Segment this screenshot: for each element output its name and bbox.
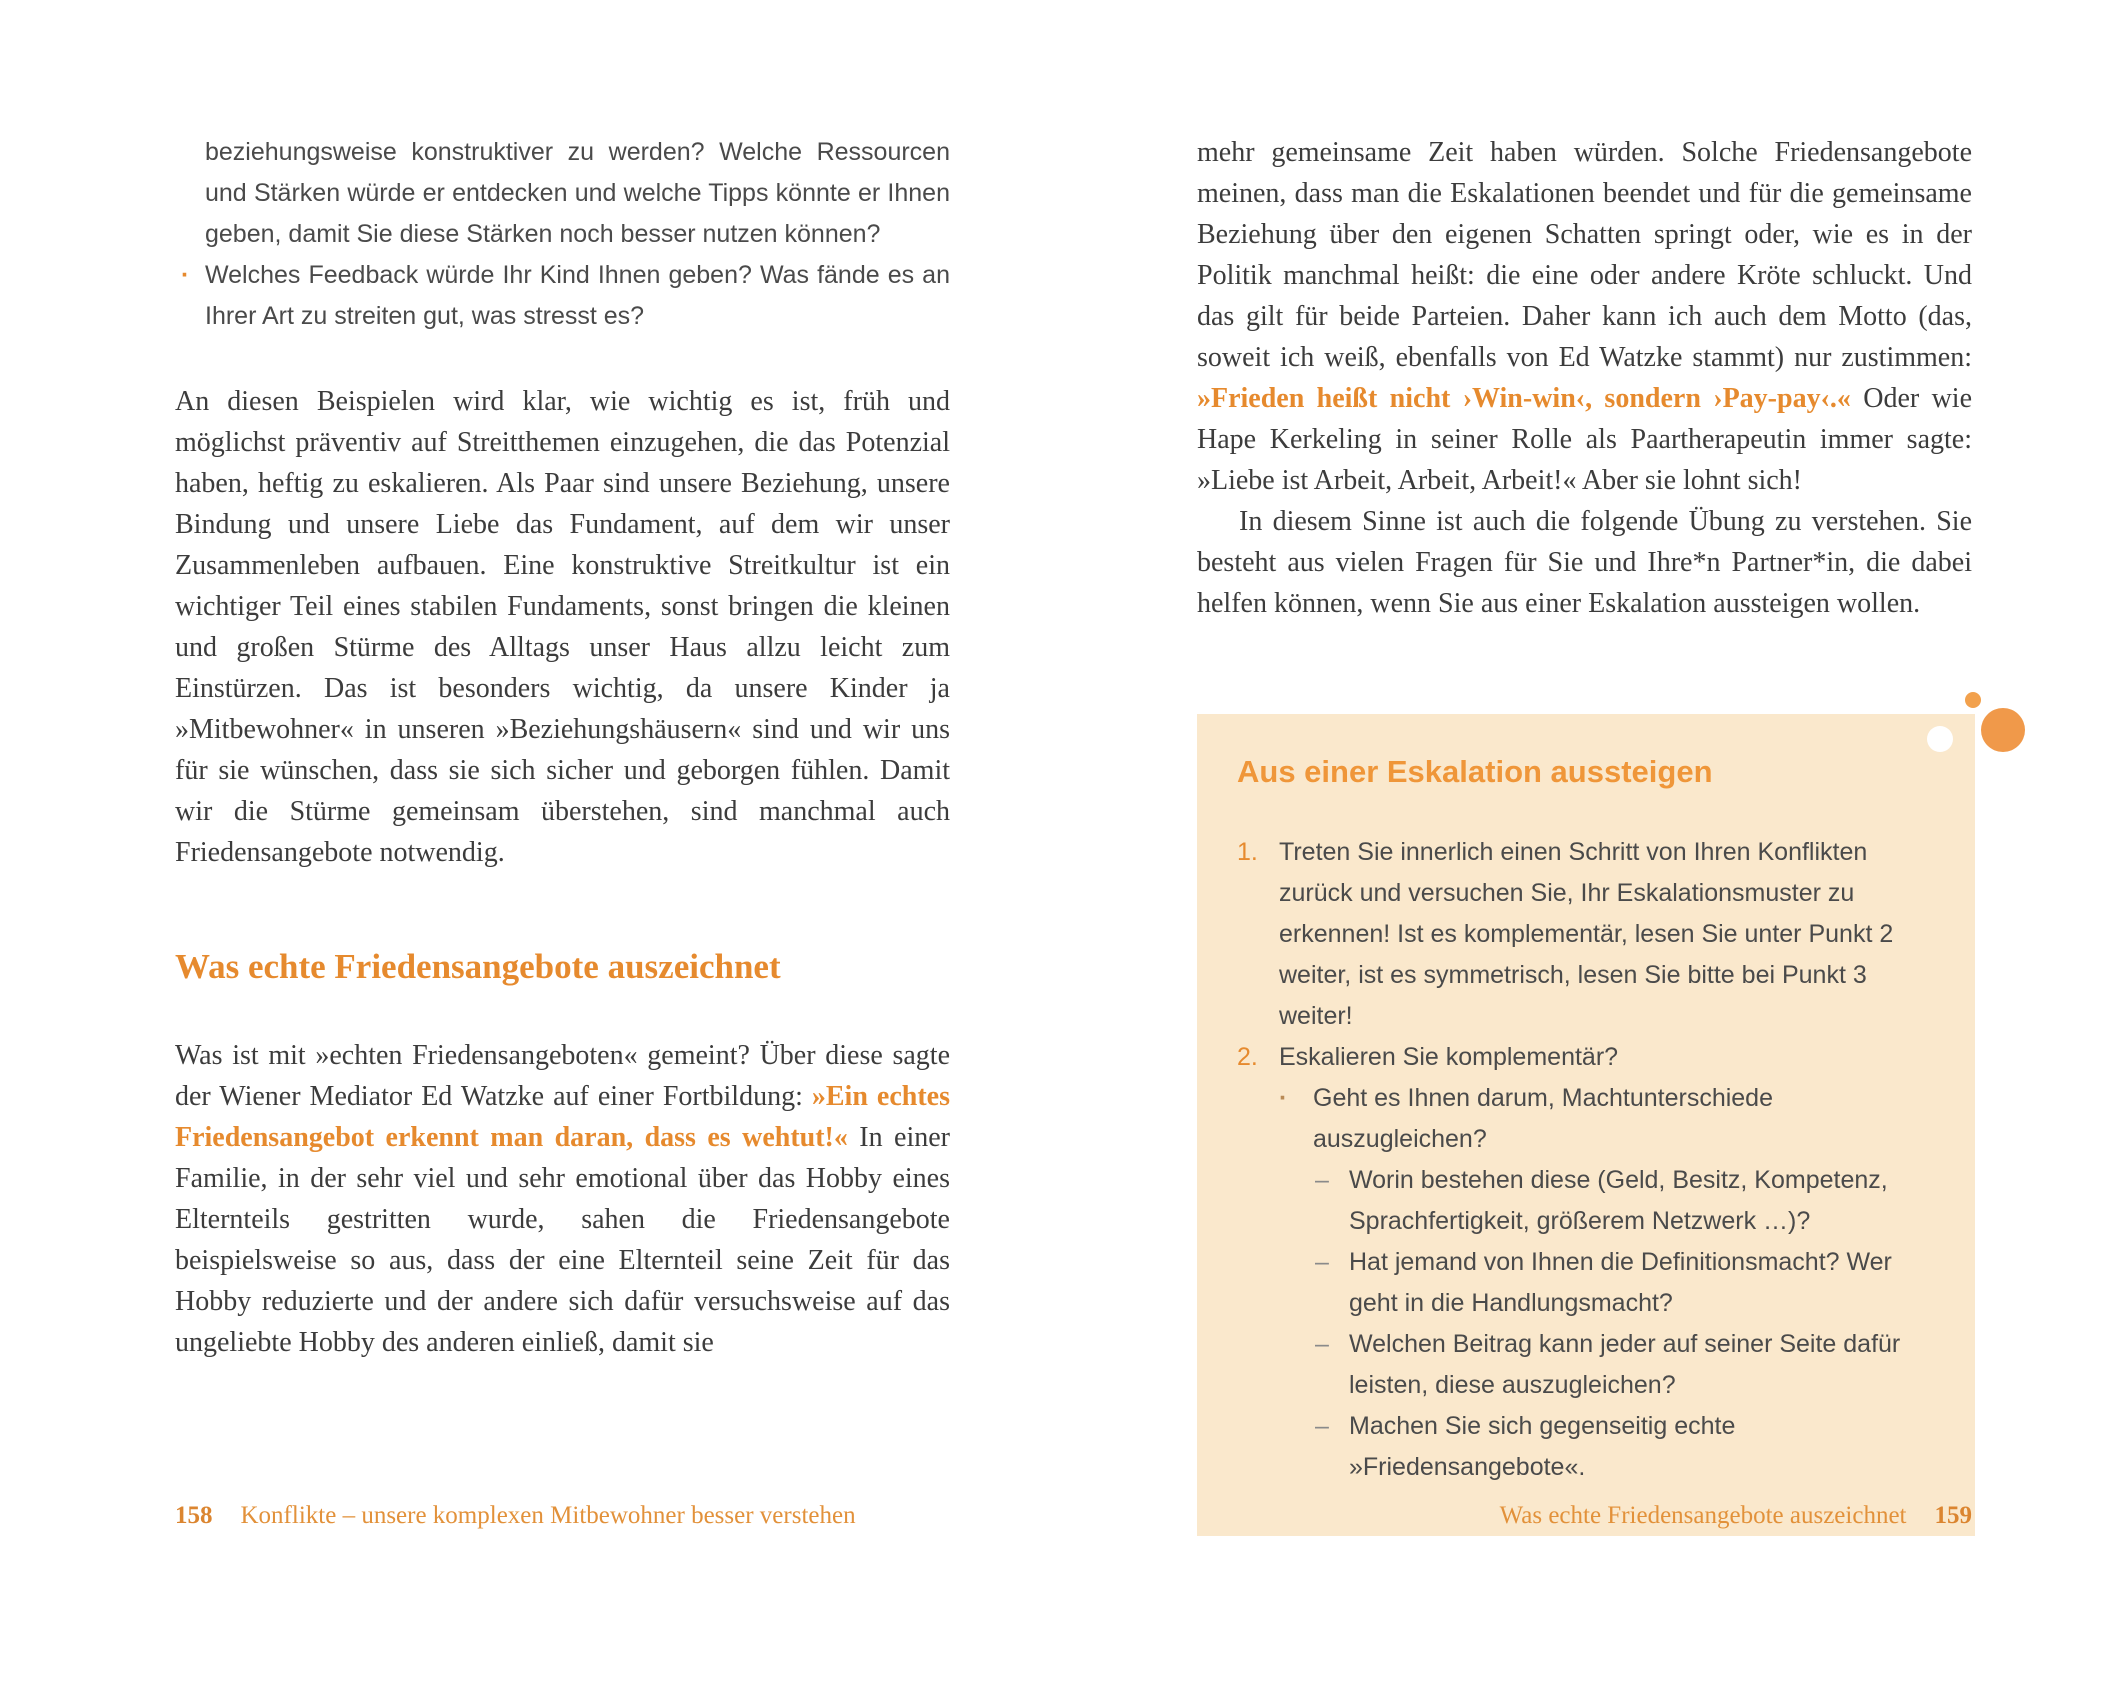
small-orange-dot-icon <box>1965 692 1981 708</box>
section-heading: Was echte Friedensangebote auszeichnet <box>175 947 781 986</box>
text-run: Oder wie Hape Kerkeling in seiner Rolle als Paartherapeutin immer sagte: »Liebe ist Arbeit, Arbeit, Arbeit!« Aber sie lohnt sich! <box>1197 383 1972 496</box>
running-title: Konflikte – unsere komplexen Mitbewohner besser verstehen <box>240 1502 856 1529</box>
text-run: In einer Familie, in der sehr viel und sehr emotional über das Hobby eines Elternteils gestritten wurde, sahen die Friedensangebote beispielsweise so aus, dass der eine Elternteil seine Zeit für das Hobby reduzierte und der andere sich dafür versuchsweise auf das ungeliebte Hobby des anderen einließ, damit sie <box>175 1122 950 1358</box>
box-title: Aus einer Eskalation aussteigen <box>1237 754 1713 789</box>
bullet-list <box>175 132 950 337</box>
running-title: Was echte Friedensangebote auszeichnet <box>1499 1502 1907 1529</box>
dash-item <box>1315 1160 1935 1242</box>
list-item-continuation <box>175 132 950 255</box>
dash-icon: – <box>1315 1248 1329 1276</box>
footer-left <box>175 1502 950 1530</box>
dash-icon: – <box>1315 1412 1329 1440</box>
white-dot-icon <box>1927 726 1953 752</box>
large-orange-dot-icon <box>1981 708 2025 752</box>
item-text: Welchen Beitrag kann jeder auf seiner Seite dafür leisten, diese auszugleichen? <box>1349 1330 1901 1399</box>
right-page-content <box>1197 132 1972 1536</box>
item-text: Treten Sie innerlich einen Schritt von Ihren Konflikten zurück und versuchen Sie, Ihr Eskalationsmuster zu erkennen! Ist es komplementär, lesen Sie unter Punkt 2 weiter, ist es symmetrisch, lesen Sie bitte bei Punkt 3 weiter! <box>1279 838 1894 1030</box>
left-page-content <box>175 132 950 1363</box>
numbered-item <box>1237 1037 1935 1078</box>
highlight-quote: »Frieden heißt nicht ›Win-win‹, sondern ›Pay-pay‹.« <box>1197 383 1851 414</box>
page-number: 158 <box>175 1502 213 1529</box>
paragraph: An diesen Beispielen wird klar, wie wichtig es ist, früh und möglichst präventiv auf Streitthemen einzugehen, die das Potenzial haben, heftig zu eskalieren. Als Paar sind unsere Beziehung, unsere Bindung und unsere Liebe das Fundament, auf dem wir unser Zusammenleben aufbauen. Eine konstruktive Streitkultur ist ein wichtiger Teil eines stabilen Fundaments, sonst bringen die kleinen und großen Stürme des Alltags unser Haus allzu leicht zum Einstürzen. Das ist besonders wichtig, da unsere Kinder ja »Mitbewohner« in unseren »Beziehungshäusern« sind und wir uns für sie wünschen, dass sie sich sicher und geborgen fühlen. Damit wir die Stürme gemeinsam überstehen, sind manchmal auch Friedensangebote notwendig. <box>175 386 950 868</box>
item-text: Eskalieren Sie komplementär? <box>1279 1043 1619 1071</box>
list-item-text: Welches Feedback würde Ihr Kind Ihnen geben? Was fände es an Ihrer Art zu streiten gut, was stresst es? <box>205 261 950 330</box>
dash-item <box>1315 1406 1935 1488</box>
numbered-item <box>1237 832 1935 1037</box>
text-run: Was ist mit »echten Friedensangeboten« gemeint? Über diese sagte der Wiener Mediator Ed Watzke auf einer Fortbildung: <box>175 1040 950 1112</box>
item-number: 2. <box>1237 1043 1258 1071</box>
list-item-text: beziehungsweise konstruktiver zu werden? Welche Ressourcen und Stärken würde er entdecken und welche Tipps könnte er Ihnen geben, damit Sie diese Stärken noch besser nutzen können? <box>205 138 950 248</box>
bullet-icon: · <box>181 261 190 289</box>
page-number: 159 <box>1934 1502 1972 1529</box>
decorative-dots <box>1885 674 2025 784</box>
dash-icon: – <box>1315 1166 1329 1194</box>
paragraph: In diesem Sinne ist auch die folgende Übung zu verstehen. Sie besteht aus vielen Fragen für Sie und Ihre*n Partner*in, die dabei helfen können, wenn Sie aus einer Eskalation aussteigen wollen. <box>1197 506 1972 619</box>
exercise-box <box>1197 714 1975 1536</box>
page-right <box>1063 0 2126 1693</box>
text-run: mehr gemeinsame Zeit haben würden. Solche Friedensangebote meinen, dass man die Eskalationen beendet und für die gemeinsame Beziehung über den eigenen Schatten springt oder, wie es in der Politik manchmal heißt: die eine oder andere Kröte schluckt. Und das gilt für beide Parteien. Daher kann ich auch dem Motto (das, soweit ich weiß, ebenfalls von Ed Watzke stammt) nur zustimmen: <box>1197 137 1972 373</box>
item-number: 1. <box>1237 838 1258 866</box>
paragraph <box>175 1035 950 1363</box>
dash-item <box>1315 1324 1935 1406</box>
item-text: Worin bestehen diese (Geld, Besitz, Kompetenz, Sprachfertigkeit, größerem Netzwerk …)? <box>1349 1166 1888 1235</box>
dash-item <box>1315 1242 1935 1324</box>
list-item <box>175 255 950 337</box>
item-text: Geht es Ihnen darum, Machtunterschiede auszugleichen? <box>1313 1084 1773 1153</box>
footer-right <box>1197 1502 1972 1530</box>
dash-icon: – <box>1315 1330 1329 1358</box>
item-text: Hat jemand von Ihnen die Definitionsmacht? Wer geht in die Handlungsmacht? <box>1349 1248 1892 1317</box>
sub-bullet-item <box>1279 1078 1935 1160</box>
item-text: Machen Sie sich gegenseitig echte »Friedensangebote«. <box>1349 1412 1736 1481</box>
bullet-icon: · <box>1279 1084 1288 1112</box>
highlight-quote: »Ein echtes Friedensangebot erkennt man daran, dass es wehtut!« <box>175 1081 950 1153</box>
paragraph <box>1197 132 1972 501</box>
